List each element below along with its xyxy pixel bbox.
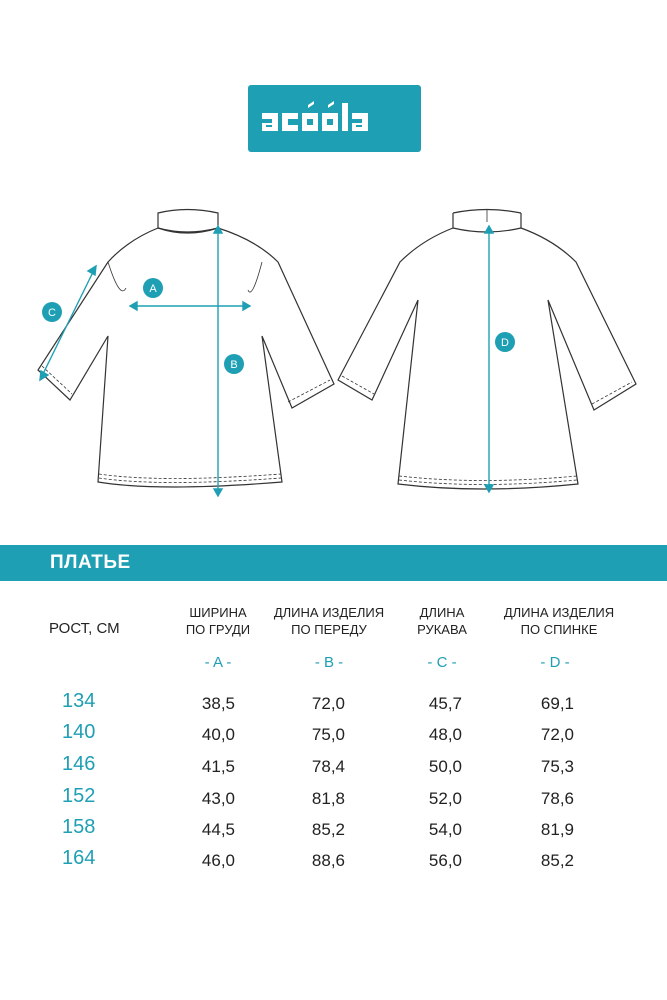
- column-code-d: - D -: [540, 654, 570, 671]
- marker-b-label: B: [230, 359, 238, 371]
- section-title: ПЛАТЬЕ: [50, 552, 131, 573]
- cell-c: 54,0: [428, 820, 462, 839]
- column-header-c: [402, 604, 482, 638]
- cell-d: 72,0: [540, 725, 574, 744]
- cell-a: 40,0: [201, 725, 235, 744]
- column-header-a-line2: ПО ГРУДИ: [185, 622, 251, 637]
- column-code-b: - B -: [314, 654, 344, 671]
- row-height: 152: [62, 785, 96, 807]
- cell-a: 38,5: [201, 694, 235, 713]
- marker-c-label: C: [48, 307, 56, 319]
- marker-d-label: D: [501, 337, 509, 349]
- measurement-lines: [40, 226, 493, 496]
- column-header-d-line1: ДЛИНА ИЗДЕЛИЯ: [503, 605, 615, 620]
- column-header-d-line2: ПО СПИНКЕ: [520, 622, 598, 637]
- row-height: 158: [62, 816, 96, 838]
- column-code-c: - C -: [427, 654, 457, 671]
- marker-a-label: A: [149, 283, 157, 295]
- cell-c: 48,0: [428, 725, 462, 744]
- height-column-header: РОСТ, СМ: [49, 620, 120, 637]
- cell-a: 46,0: [201, 851, 235, 870]
- cell-b: 75,0: [311, 725, 345, 744]
- cell-d: 75,3: [540, 757, 574, 776]
- column-header-a-line1: ШИРИНА: [189, 605, 247, 620]
- logo-wordmark: [248, 85, 421, 152]
- brand-logo: [248, 85, 421, 152]
- column-code-a: - A -: [204, 654, 232, 671]
- cell-c: 56,0: [428, 851, 462, 870]
- cell-d: 85,2: [540, 851, 574, 870]
- cell-a: 43,0: [201, 789, 235, 808]
- cell-a: 44,5: [201, 820, 235, 839]
- row-height: 140: [62, 721, 96, 743]
- column-header-b: [270, 604, 388, 638]
- row-height: 146: [62, 753, 96, 775]
- front-view: [38, 210, 334, 488]
- column-header-c-line2: РУКАВА: [417, 622, 467, 637]
- cell-c: 50,0: [428, 757, 462, 776]
- column-header-c-line1: ДЛИНА: [419, 605, 465, 620]
- cell-d: 69,1: [540, 694, 574, 713]
- measurement-markers: [42, 278, 515, 374]
- cell-b: 88,6: [311, 851, 345, 870]
- cell-b: 81,8: [311, 789, 345, 808]
- cell-b: 78,4: [311, 757, 345, 776]
- row-height: 134: [62, 690, 96, 712]
- column-header-a: [178, 604, 258, 638]
- column-header-b-line2: ПО ПЕРЕДУ: [291, 622, 367, 637]
- section-banner: [0, 545, 667, 581]
- cell-d: 81,9: [540, 820, 574, 839]
- column-header-b-line1: ДЛИНА ИЗДЕЛИЯ: [273, 605, 385, 620]
- back-view: [338, 210, 636, 490]
- cell-a: 41,5: [201, 757, 235, 776]
- row-height: 164: [62, 847, 96, 869]
- cell-b: 72,0: [311, 694, 345, 713]
- garment-diagram: [0, 190, 667, 510]
- column-header-d: [500, 604, 618, 638]
- cell-c: 45,7: [428, 694, 462, 713]
- cell-c: 52,0: [428, 789, 462, 808]
- cell-b: 85,2: [311, 820, 345, 839]
- cell-d: 78,6: [540, 789, 574, 808]
